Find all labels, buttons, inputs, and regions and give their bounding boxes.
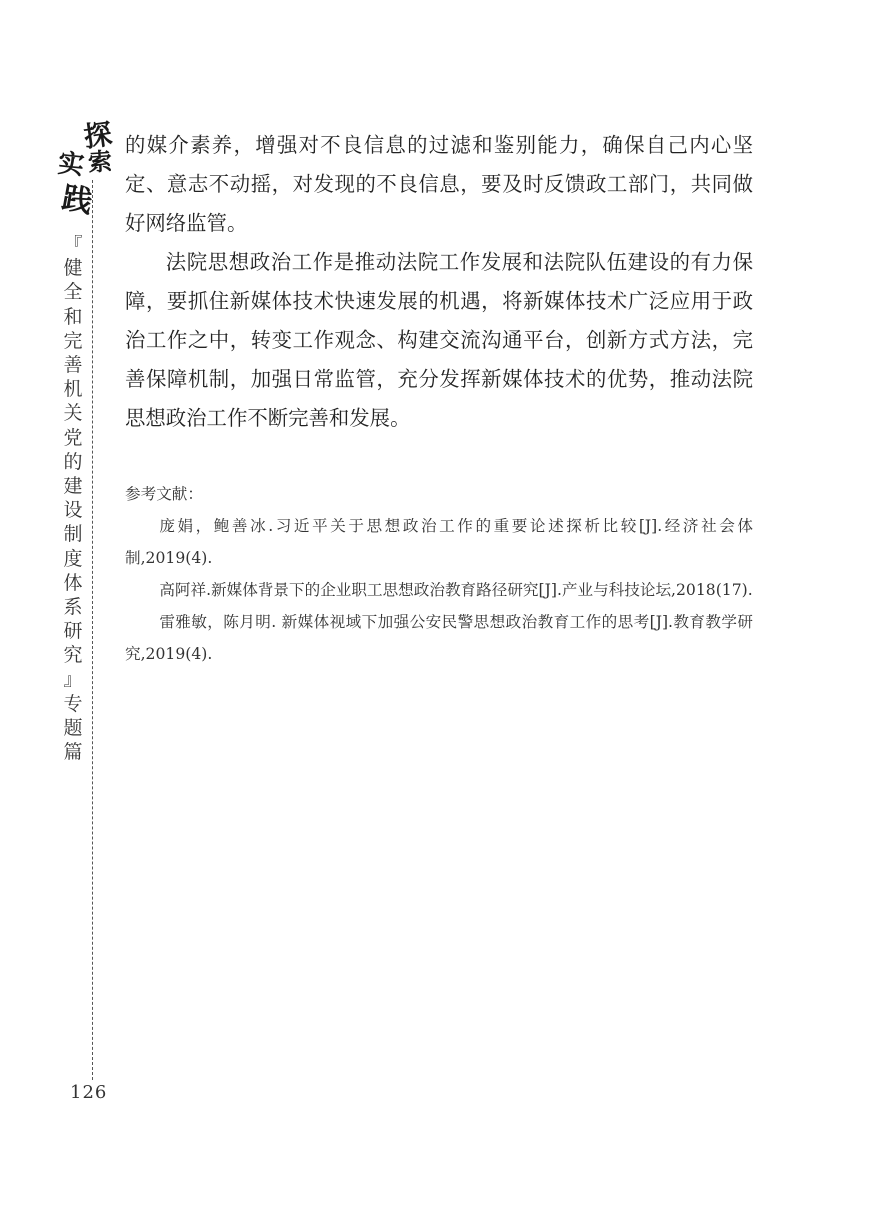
close-quote: 』 — [63, 669, 83, 690]
logo-char: 索 — [86, 146, 113, 177]
series-vertical-title — [61, 232, 85, 764]
references-title: 参考文献： — [125, 485, 203, 503]
logo-char: 探 — [81, 117, 115, 154]
reference-item: 高阿祥.新媒体背景下的企业职工思想政治教育路径研究[J].产业与科技论坛,2018(17). — [159, 581, 753, 599]
page-number: 126 — [70, 1082, 108, 1103]
series-title: 健全和完善机关党的建设制度体系研究 — [63, 257, 83, 667]
margin-divider — [92, 180, 93, 1080]
series-logo — [56, 117, 116, 222]
body-paragraph: 法院思想政治工作是推动法院工作发展和法院队伍建设的有力保障，要抓住新媒体技术快速发展的机遇，将新媒体技术广泛应用于政治工作之中，转变工作观念、构建交流沟通平台，创新方式方法，完善保障机制，加强日常监管，充分发挥新媒体技术的优势，推动法院思想政治工作不断完善和发展。 — [125, 250, 753, 430]
reference-item: 雷雅敏，陈月明. 新媒体视域下加强公安民警思想政治教育工作的思考[J].教育教学研究,2019(4). — [125, 613, 753, 663]
series-suffix: 专题篇 — [63, 692, 83, 764]
body-paragraph: 的媒介素养，增强对不良信息的过滤和鉴别能力，确保自己内心坚定、意志不动摇，对发现的不良信息，要及时反馈政工部门，共同做好网络监管。 — [125, 133, 753, 235]
logo-char: 实 — [56, 148, 86, 182]
logo-char: 践 — [59, 180, 95, 221]
references-section — [125, 478, 753, 670]
main-content — [125, 126, 753, 670]
open-quote: 『 — [63, 234, 83, 254]
reference-item: 庞娟，鲍善冰.习近平关于思想政治工作的重要论述探析比较[J].经济社会体制,2019(4). — [125, 517, 753, 567]
